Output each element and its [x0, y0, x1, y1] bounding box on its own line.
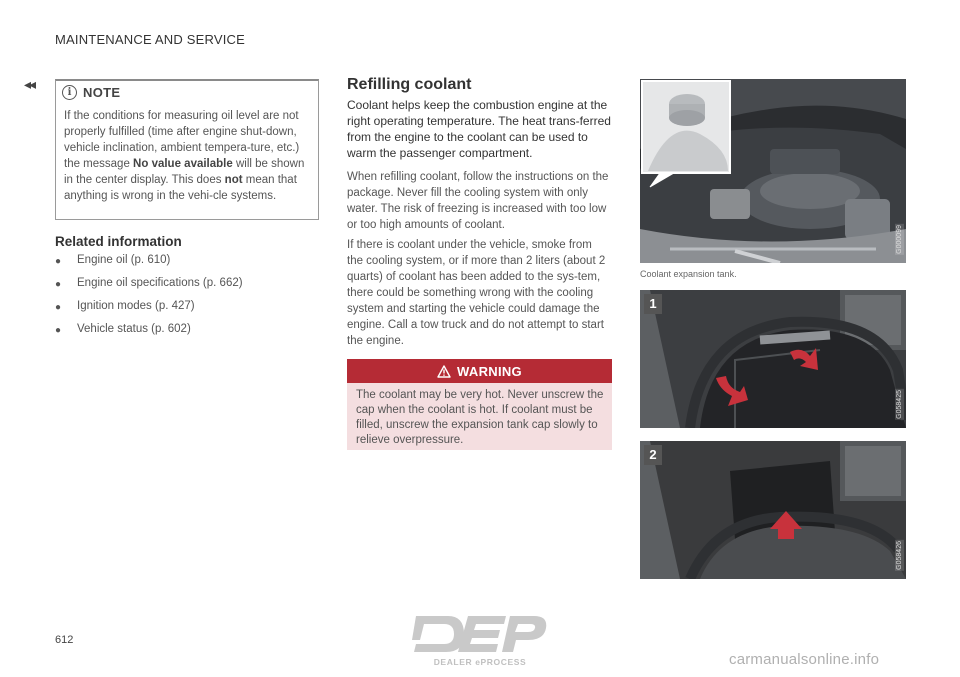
note-emphasis: not [224, 174, 243, 186]
warning-triangle-icon [437, 365, 451, 378]
site-watermark: carmanualsonline.info [729, 651, 880, 668]
page-number: 612 [55, 634, 74, 646]
note-message-name: No value available [133, 158, 233, 170]
list-item[interactable] [55, 277, 243, 300]
section-header: MAINTENANCE AND SERVICE [55, 32, 246, 47]
logo-subtitle: DEALER ePROCESS [433, 657, 527, 667]
note-header [62, 85, 120, 100]
refilling-coolant-title: Refilling coolant [347, 76, 472, 93]
related-link[interactable]: Engine oil (p. 610) [77, 254, 171, 266]
related-link[interactable]: Engine oil specifications (p. 662) [77, 277, 243, 289]
note-text-part: If the conditions for measuring oil level are not properly fulfilled (time after engine shut-down, vehicle inclination, ambient tempera-ture, etc.) the message [64, 110, 300, 170]
continued-mark: ◂◂ [24, 76, 35, 92]
engine-bay-image [640, 79, 906, 263]
step-2-illustration [640, 441, 906, 579]
list-item[interactable] [55, 323, 243, 346]
related-link[interactable]: Ignition modes (p. 427) [77, 300, 195, 312]
bullet: ● [55, 256, 62, 267]
related-information-title: Related information [55, 234, 182, 249]
related-information-list [55, 254, 243, 346]
figure-caption: Coolant expansion tank. [640, 269, 737, 279]
dep-logo-graphic [410, 612, 550, 660]
dep-logo [410, 612, 550, 672]
figure-code: G000099 [896, 225, 903, 254]
step-number-badge: 2 [644, 445, 662, 465]
step-1-illustration [640, 290, 906, 428]
intro-paragraph: Coolant helps keep the combustion engine at the right operating temperature. The heat trans-ferred from the engine to the coolant can be used to warm the passenger compartment. [347, 98, 611, 160]
note-text [64, 108, 314, 204]
figure-code: G058426 [896, 541, 903, 570]
note-box [55, 79, 319, 220]
body-paragraph: If there is coolant under the vehicle, smoke from the cooling system, or if more than 2 liters (about 2 quarts) of coolant has been added to the sys-tem, there could be something wrong with the cooling system and starting the vehicle could damage the engine. Call a tow truck and do not attempt to start the engine. [347, 239, 606, 347]
figure-code: G058425 [896, 390, 903, 419]
bullet: ● [55, 302, 62, 313]
note-text-part: mean that anything is wrong in the vehi-cle systems. [64, 174, 297, 202]
list-item[interactable] [55, 300, 243, 323]
step-number-badge: 1 [644, 294, 662, 314]
note-title: NOTE [83, 85, 121, 100]
warning-header [347, 359, 612, 383]
warning-title: WARNING [457, 363, 522, 379]
related-link[interactable]: Vehicle status (p. 602) [77, 323, 191, 335]
step-2-image [640, 441, 906, 579]
body-paragraph: When refilling coolant, follow the instructions on the package. Never fill the cooling system with only water. The risk of freezing is increased with too low or too high amounts of coolant. [347, 171, 609, 231]
warning-box [347, 359, 612, 450]
warning-text: The coolant may be very hot. Never unscrew the cap when the coolant is hot. If coolant must be filled, unscrew the expansion tank cap slowly to relieve overpressure. [356, 389, 604, 446]
list-item[interactable] [55, 254, 243, 277]
info-circle-icon: i [62, 85, 77, 100]
step-1-image [640, 290, 906, 428]
engine-bay-illustration [640, 79, 906, 263]
note-text-part: will be shown in the center display. This does [64, 158, 305, 186]
bullet: ● [55, 279, 62, 290]
bullet: ● [55, 325, 62, 336]
